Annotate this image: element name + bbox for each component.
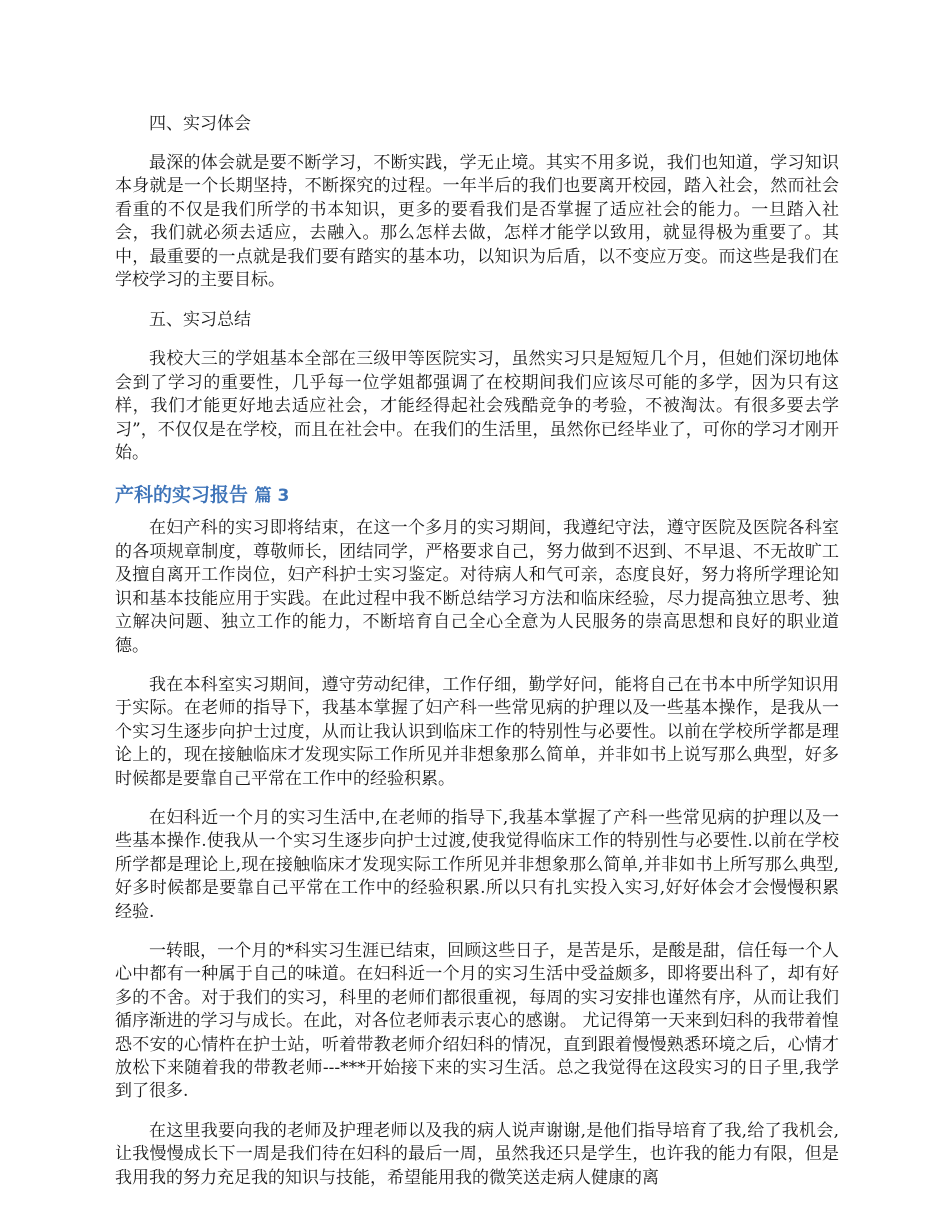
article-title <box>115 479 839 511</box>
article-paragraph-5: 在这里我要向我的老师及护理老师以及我的病人说声谢谢,是他们指导培育了我,给了我机会,让我慢慢成长下一周是我们待在妇科的最后一周，虽然我还只是学生，也许我的能力有限，但是我用我的努力充足我的知识与技能，希望能用我的微笑送走病人健康的离 <box>115 1120 839 1188</box>
section-heading-internship-summary: 五、实习总结 <box>149 310 251 331</box>
paragraph-internship-summary: 我校大三的学姐基本全部在三级甲等医院实习，虽然实习只是短短几个月，但她们深切地体会到了学习的重要性，几乎每一位学姐都强调了在校期间我们应该尽可能的多学，因为只有这样，我们才能更好地去适应社会，才能经得起社会残酷竞争的考验，不被淘汰。有很多要去学习”，不仅仅是在学校，而且在社会中。在我们的生活里，虽然你已经毕业了，可你的学习才刚开始。 <box>115 349 839 464</box>
article-title-number: 篇 3 <box>254 486 290 507</box>
article-paragraph-2: 我在本科室实习期间，遵守劳动纪律，工作仔细，勤学好问，能将自己在书本中所学知识用于实际。在老师的指导下，我基本掌握了妇产科一些常见病的护理以及一些基本操作，是我从一个实习生逐步向护士过度，从而让我认识到临床工作的特别性与必要性。以前在学校所学都是理论上的，现在接触临床才发现实际工作所见并非想象那么简单，并非如书上说写那么典型，好多时候都是要靠自己平常在工作中的经验积累。 <box>115 674 839 789</box>
article-title-text: 产科的实习报告 <box>115 484 249 507</box>
article-paragraph-3: 在妇科近一个月的实习生活中,在老师的指导下,我基本掌握了产科一些常见病的护理以及一些基本操作.使我从一个实习生逐步向护士过渡,使我觉得临床工作的特别性与必要性.以前在学校所学都是理论上,现在接触临床才发现实际工作所见并非想象那么简单,并非如书上所写那么典型,好多时候都是要靠自己平常在工作中的经验积累.所以只有扎实投入实习,好好体会才会慢慢积累经验. <box>115 807 839 922</box>
article-paragraph-1: 在妇产科的实习即将结束，在这一个多月的实习期间，我遵纪守法，遵守医院及医院各科室的各项规章制度，尊敬师长，团结同学，严格要求自己，努力做到不迟到、不早退、不无故旷工及擅自离开工作岗位，妇产科护士实习鉴定。对待病人和气可亲，态度良好，努力将所学理论知识和基本技能应用于实践。在此过程中我不断总结学习方法和临床经验，尽力提高独立思考、独立解决问题、独立工作的能力，不断培育自己全心全意为人民服务的崇高思想和良好的职业道德。 <box>115 518 839 656</box>
paragraph-internship-experience: 最深的体会就是要不断学习，不断实践，学无止境。其实不用多说，我们也知道，学习知识本身就是一个长期坚持，不断探究的过程。一年半后的我们也要离开校园，踏入社会，然而社会看重的不仅是我们所学的书本知识，更多的要看我们是否掌握了适应社会的能力。一旦踏入社会，我们就必须去适应，去融入。那么怎样去做，怎样才能学以致用，就显得极为重要了。其中，最重要的一点就是我们要有踏实的基本功，以知识为后盾，以不变应万变。而这些是我们在学校学习的主要目标。 <box>115 153 839 291</box>
article-paragraph-4: 一转眼，一个月的*科实习生涯已结束，回顾这些日子，是苦是乐，是酸是甜，信任每一个人心中都有一种属于自己的味道。在妇科近一个月的实习生活中受益颇多，即将要出科了，却有好多的不舍。对于我们的实习，科里的老师们都很重视，每周的实习安排也谨然有序，从而让我们循序渐进的学习与成长。在此，对各位老师表示衷心的感谢。 尤记得第一天来到妇科的我带着惶恐不安的心情杵在护士站，听着带教老师介绍妇科的情况，直到跟着慢慢熟悉环境之后，心情才放松下来随着我的带教老师---***开始接下来的实习生活。总之我觉得在这段实习的日子里,我学到了很多. <box>115 940 839 1102</box>
document-page <box>115 110 839 1190</box>
section-heading-internship-experience: 四、实习体会 <box>149 114 251 134</box>
